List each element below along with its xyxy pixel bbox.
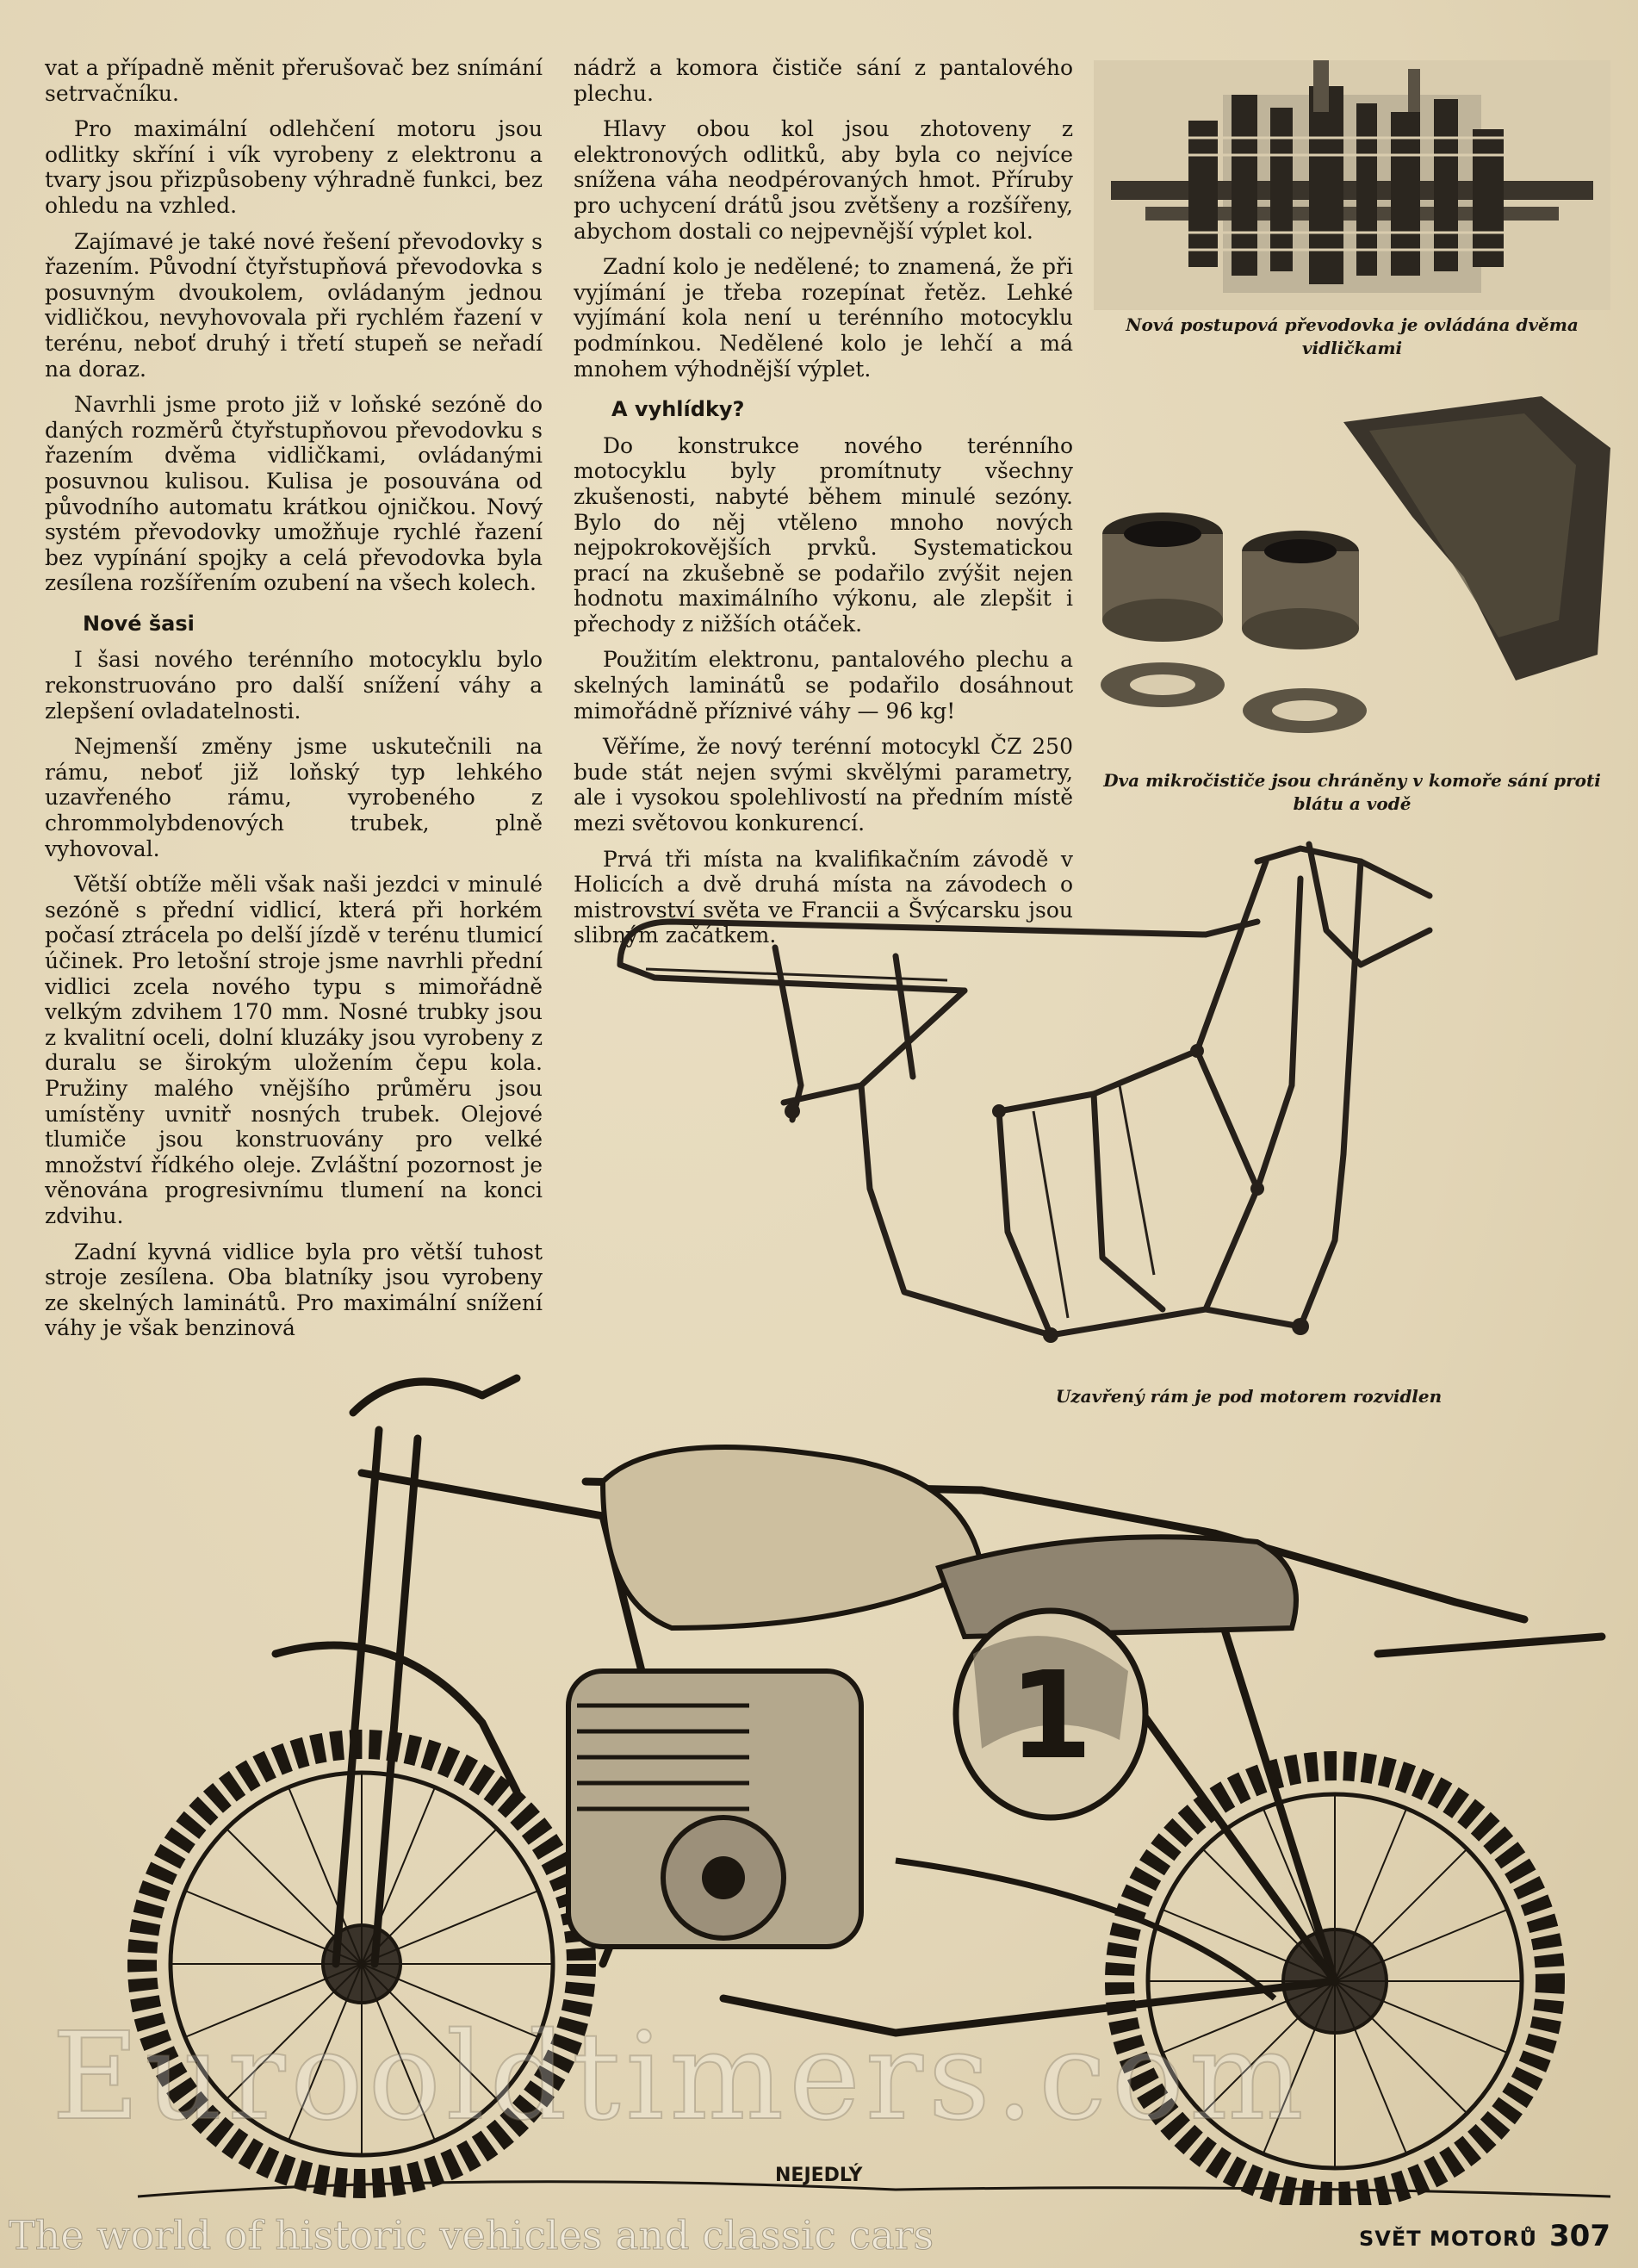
watermark-tagline: The world of historic vehicles and classic cars xyxy=(9,2212,934,2259)
paragraph: Zajímavé je také nové řešení převodovky s řazením. Původní čtyřstupňová převodovka s posuvným dvoukolem, ovládaným jednou vidličkou, nevyhovovala při rychlém řazení v terénu, neboť druhý i třetí stupeň se neřadí na doraz. xyxy=(45,228,543,382)
paragraph: Věříme, že nový terénní motocykl ČZ 250 bude stát nejen svými skvělými parametry, ale i vysokou spolehlivostí na předním místě mezi světovou konkurencí. xyxy=(574,734,1073,836)
section-heading: Nové šasi xyxy=(83,611,195,636)
page-footer xyxy=(1359,2219,1610,2253)
air-filter-photo xyxy=(1094,396,1610,767)
race-number: 1 xyxy=(1008,1646,1093,1786)
paragraph: Zadní kyvná vidlice byla pro větší tuhost stroje zesílena. Oba blatníky jsou vyrobeny ze skelných laminátů. Pro maximální snížení váhy je však benzinová xyxy=(45,1239,543,1341)
paragraph: vat a případně měnit přerušovač bez snímání setrvačníku. xyxy=(45,55,543,106)
paragraph: Navrhli jsme proto již v loňské sezóně do daných rozměrů čtyřstupňovou převodovku s řazením dvěma vidličkami, ovládanými posuvnou kulisou. Kulisa je posouvána od původního automatu krátkou ojničkou. Nový systém převodovky umožňuje rychlé řazení bez vypínání spojky a celá převodovka byla zesílena rozšířením ozubení na všech kolech. xyxy=(45,392,543,596)
section-heading: A vyhlídky? xyxy=(611,397,745,422)
article-middle-column xyxy=(574,55,1073,959)
paragraph: Zadní kolo je nedělené; to znamená, že při vyjímání je třeba rozepínat řetěz. Lehké vyjímání kola není u terénního motocyklu podmínkou. Nedělené kolo je lehčí a má mnohem výhodnější výplet. xyxy=(574,254,1073,382)
paragraph: nádrž a komora čističe sání z pantalového plechu. xyxy=(574,55,1073,106)
air-filter-caption: Dva mikročističe jsou chráněny v komoře sání proti blátu a vodě xyxy=(1103,770,1601,814)
rear-fender xyxy=(1378,1637,1602,1654)
exhaust xyxy=(896,1861,1275,1998)
engine xyxy=(568,1671,861,1947)
paragraph: Použitím elektronu, pantalového plechu a skelných laminátů se podařilo dosáhnout mimořádně příznivé váhy — 96 kg! xyxy=(574,647,1073,724)
gearbox-caption: Nová postupová převodovka je ovládána dvěma vidličkami xyxy=(1126,314,1579,358)
paragraph: Nejmenší změny jsme uskutečnili na rámu, neboť již loňský typ lehkého uzavřeného rámu, vyrobeného z chrommolybdenových trubek, plně vyhovoval. xyxy=(45,734,543,861)
paragraph: Pro maximální odlehčení motoru jsou odlitky skříní i vík vyrobeny z elektronu a tvary jsou přizpůsobeny výhradně funkci, bez ohledu na vzhled. xyxy=(45,116,543,218)
paragraph: Prvá tři místa na kvalifikačním závodě v Holicích a dvě druhá místa na závodech o mistrovství světa ve Francii a Švýcarsku jsou slibným začátkem. xyxy=(574,846,1073,948)
seat xyxy=(939,1537,1296,1637)
gearbox-photo xyxy=(1094,60,1610,310)
magazine-name: SVĚT MOTORŮ xyxy=(1359,2227,1538,2251)
watermark-site: Eurooldtimers.com xyxy=(52,2007,1309,2147)
paragraph: Větší obtíže měli však naši jezdci v minulé sezóně s přední vidlicí, která při horkém počasí ztrácela po delší jízdě v terénu tlumicí účinek. Pro letošní stroje jsme navrhli přední vidlici zcela nového typu s mimořádně velkým zdvihem 170 mm. Nosné trubky jsou z kvalitní oceli, dolní kluzáky jsou vyrobeny z duralu se širokým uložením čepu kola. Pružiny malého vnějšího průměru jsou umístěny uvnitř nosných trubek. Olejové tlumiče jsou konstruovány pro velké množství řídkého oleje. Zvláštní pozornost je věnována progresivnímu tlumení na konci zdvihu. xyxy=(45,872,543,1228)
page-number: 307 xyxy=(1549,2219,1610,2253)
frame-caption: Uzavřený rám je pod motorem rozvidlen xyxy=(1055,1386,1443,1407)
paragraph: Hlavy obou kol jsou zhotoveny z elektronových odlitků, aby byla co nejvíce snížena váha neodpérovaných hmot. Příruby pro uchycení drátů jsou zvětšeny a rozšířeny, abychom dostali co nejpevnější výplet kol. xyxy=(574,116,1073,244)
paragraph: Do konstrukce nového terénního motocyklu byly promítnuty všechny zkušenosti, nabyté během minulé sezóny. Bylo do něj vtěleno mnoho nových nejpokrokovějších prvků. Systematickou prací na zkušebně se podařilo zvýšit nejen hodnotu maximálního výkonu, ale zlepšit i přechody z nižších otáček. xyxy=(574,432,1073,637)
fuel-tank xyxy=(603,1447,982,1628)
frame-drawing xyxy=(603,827,1619,1378)
artist-signature: NEJEDLÝ xyxy=(775,2165,863,2186)
article-left-column xyxy=(45,55,543,1351)
paragraph: I šasi nového terénního motocyklu bylo rekonstruováno pro další snížení váhy a zlepšení ovladatelnosti. xyxy=(45,647,543,724)
